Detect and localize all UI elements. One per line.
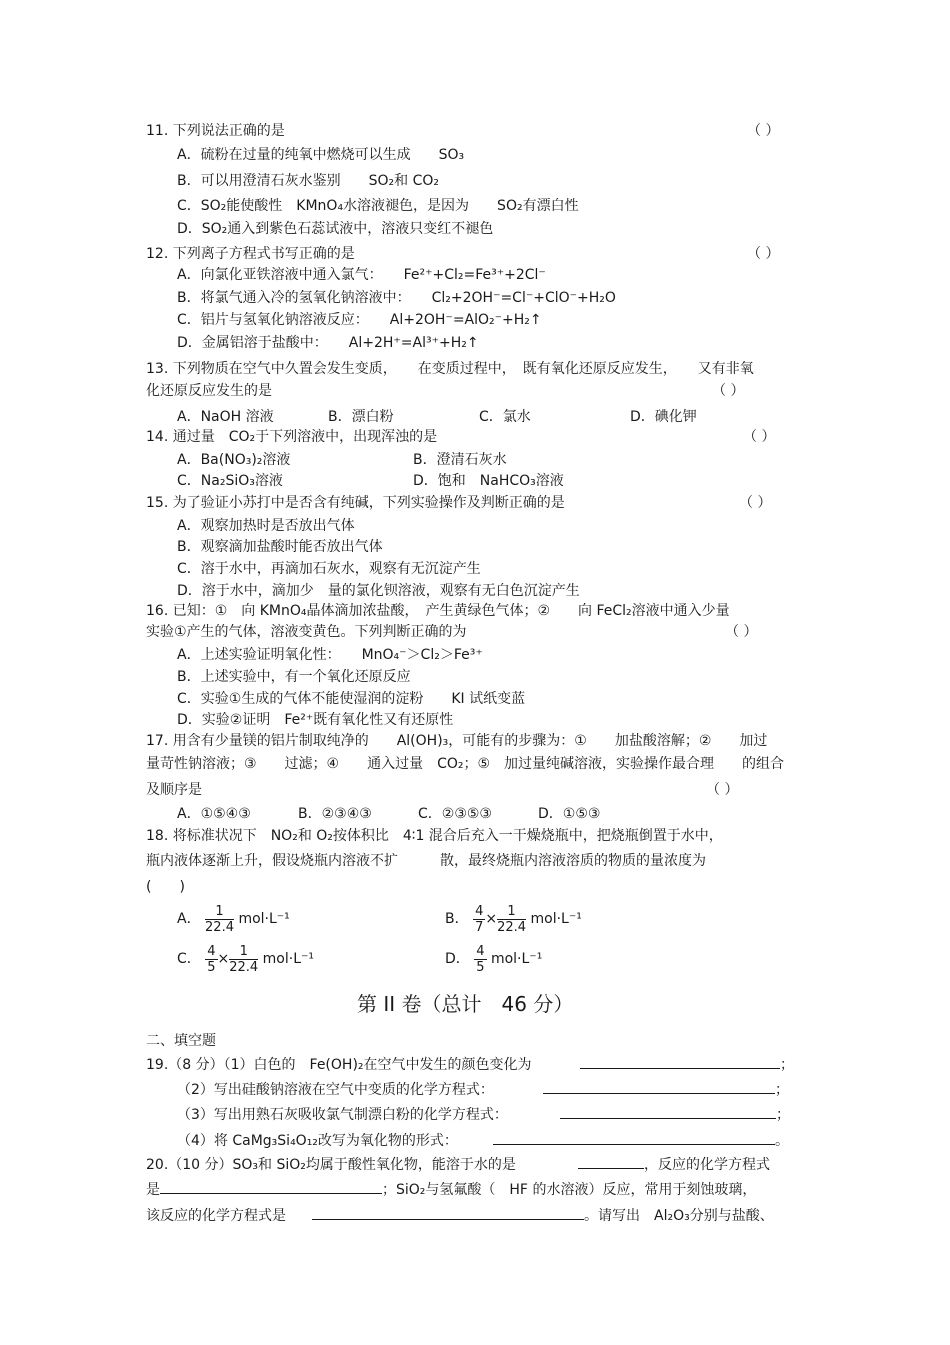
times-sign: × [485, 911, 498, 927]
q17-option-a: A．①⑤④③ [177, 806, 251, 822]
answer-line [578, 1156, 644, 1169]
q13-option-b: B．漂白粉 [328, 409, 394, 425]
q15-option-c: C．溶于水中，再滴加石灰水，观察有无沉淀产生 [177, 561, 481, 577]
q18-option-d-label: D． [445, 951, 470, 967]
q14-option-b: B．澄清石灰水 [413, 452, 507, 468]
fraction [473, 904, 485, 935]
q20-line3-blank [312, 1207, 774, 1225]
denominator: 22.4 [229, 959, 259, 975]
unit: mol·L⁻¹ [490, 951, 543, 967]
numerator: 1 [229, 944, 258, 960]
q17-stem-line1: 17. 用含有少量镁的铝片制取纯净的 Al(OH)₃，可能有的步骤为：① 加盐酸溶解；② 加过 [146, 733, 768, 749]
q18-stem-line1: 18. 将标准状况下 NO₂和 O₂按体积比 4∶1 混合后充入一干燥烧瓶中，把烧瓶倒置于水中， [146, 828, 723, 844]
q15-stem: 15. 为了验证小苏打中是否含有纯碱，下列实验操作及判断正确的是 [146, 495, 565, 511]
q17-option-c: C．②③⑤③ [418, 806, 492, 822]
q19-part1-blank [580, 1056, 794, 1074]
answer-line [160, 1181, 382, 1194]
q18-stem-line2: 瓶内液体逐渐上升，假设烧瓶内溶液不扩 散，最终烧瓶内溶液溶质的物质的量浓度为 [146, 853, 706, 869]
q12-option-d: D．金属铝溶于盐酸中： Al+2H⁺=Al³⁺+H₂↑ [177, 335, 479, 351]
q18-option-b [445, 902, 582, 936]
q18-option-a-label: A． [177, 911, 201, 927]
q16-option-a: A．上述实验证明氧化性： MnO₄⁻＞Cl₂＞Fe³⁺ [177, 647, 483, 663]
q17-stem-line3: 及顺序是 [146, 782, 202, 798]
q20-line1 [146, 1156, 516, 1174]
q13-option-d: D．碘化钾 [630, 409, 697, 425]
q11-option-c: C．SO₂能使酸性 KMnO₄水溶液褪色，是因为 SO₂有漂白性 [177, 198, 579, 214]
q12-option-a: A．向氯化亚铁溶液中通入氯气： Fe²⁺+Cl₂=Fe³⁺+2Cl⁻ [177, 267, 546, 283]
q12-stem: 12. 下列离子方程式书写正确的是 [146, 246, 355, 262]
q15-option-d: D．溶于水中，滴加少 量的氯化钡溶液，观察有无白色沉淀产生 [177, 583, 580, 599]
numerator: 4 [475, 903, 484, 919]
fraction [205, 904, 234, 935]
unit: mol·L⁻¹ [262, 951, 315, 967]
answer-line [312, 1207, 584, 1220]
q11-option-a: A．硫粉在过量的纯氧中燃烧可以生成 SO₃ [177, 147, 465, 163]
q14-option-c: C．Na₂SiO₃溶液 [177, 473, 283, 489]
q20-line3-lead: 该反应的化学方程式是 [146, 1208, 286, 1224]
q19-part4-text: （4）将 CaMg₃Si₄O₁₂改写为氧化物的形式： [177, 1133, 458, 1149]
section-title: 第 II 卷（总计 46 分） [357, 992, 574, 1016]
denominator: 22.4 [497, 919, 527, 935]
q12-option-c: C．铝片与氢氧化钠溶液反应： Al+2OH⁻=AlO₂⁻+H₂↑ [177, 312, 542, 328]
q11-option-b: B．可以用澄清石灰水鉴别 SO₂和 CO₂ [177, 173, 439, 189]
times-sign: × [217, 951, 230, 967]
q13-answer-blank: （ ） [712, 383, 745, 399]
numerator: 1 [497, 904, 526, 920]
q20-line2-lead: 是 [146, 1182, 160, 1198]
answer-line [543, 1081, 775, 1094]
q20-line1-tail: ，反应的化学方程式 [644, 1157, 770, 1173]
q18-option-c [177, 942, 314, 976]
q14-option-a: A．Ba(NO₃)₂溶液 [177, 452, 291, 468]
q14-option-d: D．饱和 NaHCO₃溶液 [413, 473, 564, 489]
q15-answer-blank: （ ） [739, 495, 772, 511]
fraction [205, 944, 217, 975]
q20-line3 [146, 1207, 286, 1225]
q14-stem: 14. 通过量 CO₂于下列溶液中，出现浑浊的是 [146, 429, 438, 445]
q18-answer-blank: ( ) [146, 879, 185, 895]
punctuation: ； [780, 1057, 794, 1073]
fraction [229, 944, 258, 975]
q19-part1 [146, 1056, 532, 1074]
q16-option-c: C．实验①生成的气体不能使湿润的淀粉 KI 试纸变蓝 [177, 691, 526, 707]
q13-stem-line2: 化还原反应发生的是 [146, 383, 272, 399]
unit: mol·L⁻¹ [238, 911, 290, 927]
unit: mol·L⁻¹ [530, 911, 582, 927]
numerator: 4 [476, 943, 485, 959]
denominator: 5 [207, 959, 216, 975]
q12-option-b: B．将氯气通入冷的氢氧化钠溶液中： Cl₂+2OH⁻=Cl⁻+ClO⁻+H₂O [177, 290, 616, 306]
punctuation: 。 [775, 1133, 789, 1149]
q16-stem-line1: 16. 已知：① 向 KMnO₄晶体滴加浓盐酸， 产生黄绿色气体；② 向 FeCl₂溶液中通入少量 [146, 603, 730, 619]
q18-option-c-label: C． [177, 951, 201, 967]
answer-line [493, 1132, 775, 1145]
q19-part4-blank [493, 1132, 789, 1150]
q16-option-b: B．上述实验中，有一个氧化还原反应 [177, 669, 411, 685]
q16-stem-line2: 实验①产生的气体，溶液变黄色。下列判断正确的为 [146, 624, 467, 640]
fraction [474, 944, 486, 975]
q16-option-d: D．实验②证明 Fe²⁺既有氧化性又有还原性 [177, 712, 454, 728]
q19-part2-text: （2）写出硅酸钠溶液在空气中变质的化学方程式： [177, 1082, 494, 1098]
q13-stem-line1: 13. 下列物质在空气中久置会发生变质， 在变质过程中， 既有氧化还原反应发生， 又有非氧 [146, 361, 754, 377]
q17-stem-line2: 量苛性钠溶液；③ 过滤；④ 通入过量 CO₂；⑤ 加过量纯碱溶液，实验操作最合理 的组合 [146, 756, 785, 772]
q19-part3-blank [560, 1106, 790, 1124]
q19-part3-text: （3）写出用熟石灰吸收氯气制漂白粉的化学方程式： [177, 1107, 508, 1123]
q11-answer-blank: （ ） [747, 123, 780, 139]
q17-option-b: B．②③④③ [298, 806, 372, 822]
answer-line [560, 1106, 776, 1119]
q18-option-a [177, 902, 290, 936]
q20-line3-tail: 。请写出 Al₂O₃分别与盐酸、 [584, 1208, 774, 1224]
q20-line2 [146, 1181, 756, 1199]
q20-line2-tail: ；SiO₂与氢氟酸（ HF 的水溶液）反应，常用于刻蚀玻璃， [382, 1182, 757, 1198]
q14-answer-blank: （ ） [743, 429, 776, 445]
denominator: 7 [475, 919, 484, 935]
q16-answer-blank: （ ） [725, 624, 758, 640]
q13-option-c: C．氯水 [479, 409, 531, 425]
q19-part2-blank [543, 1081, 789, 1099]
q11-stem: 11. 下列说法正确的是 [146, 123, 285, 139]
fill-section-heading: 二、填空题 [146, 1033, 216, 1049]
q15-option-a: A．观察加热时是否放出气体 [177, 518, 355, 534]
q18-option-d [445, 942, 542, 976]
punctuation: ； [775, 1082, 789, 1098]
answer-line [580, 1056, 780, 1069]
q20-line1-blank [578, 1156, 770, 1174]
fraction [497, 904, 526, 935]
numerator: 4 [207, 943, 216, 959]
q11-option-d: D．SO₂通入到紫色石蕊试液中，溶液只变红不褪色 [177, 221, 494, 237]
q19-part1-text: 19.（8 分）（1）白色的 Fe(OH)₂在空气中发生的颜色变化为 [146, 1057, 532, 1073]
punctuation: ； [776, 1107, 790, 1123]
q15-option-b: B．观察滴加盐酸时能否放出气体 [177, 539, 383, 555]
q17-answer-blank: （ ） [706, 782, 739, 798]
q18-option-b-label: B． [445, 911, 469, 927]
q17-option-d: D．①⑤③ [538, 806, 601, 822]
q12-answer-blank: （ ） [747, 246, 780, 262]
numerator: 1 [205, 904, 234, 920]
q20-line1-text: 20.（10 分）SO₃和 SiO₂均属于酸性氧化物，能溶于水的是 [146, 1157, 516, 1173]
denominator: 22.4 [205, 919, 234, 935]
denominator: 5 [476, 959, 485, 975]
q13-option-a: A．NaOH 溶液 [177, 409, 274, 425]
